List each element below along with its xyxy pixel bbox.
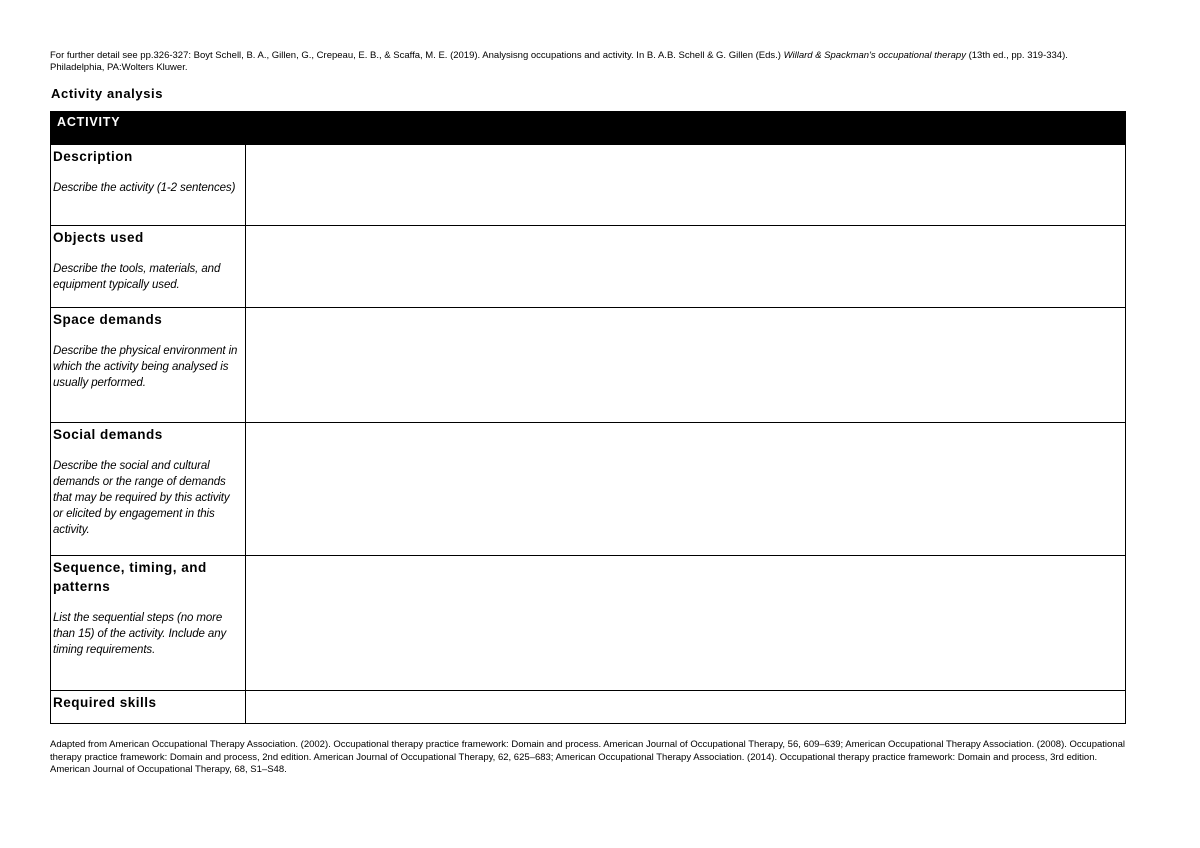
answer-field-social-demands[interactable]	[246, 423, 1126, 556]
section-title: Required skills	[53, 695, 157, 710]
section-description: Describe the social and cultural demands or the range of demands that may be required by this activity or elicited by engagement in this activity.	[53, 460, 230, 536]
row-label-cell	[51, 691, 246, 724]
section-title: Social demands	[53, 427, 163, 442]
citation-book-title: Willard & Spackman's occupational therapy	[783, 50, 966, 61]
section-title: Space demands	[53, 312, 163, 327]
section-title: Objects used	[53, 230, 144, 245]
answer-field-objects-used[interactable]	[246, 226, 1126, 308]
row-label-cell	[51, 308, 246, 423]
citation-suffix: (13th ed., pp. 319-334). Philadelphia, PA:Wolters Kluwer.	[50, 50, 1068, 73]
row-label-cell	[51, 423, 246, 556]
table-row-space-demands	[51, 308, 1126, 423]
table-row-required-skills	[51, 691, 1126, 724]
section-description: Describe the tools, materials, and equipment typically used.	[53, 263, 221, 291]
section-description: Describe the physical environment in which the activity being analysed is usually performed.	[53, 345, 238, 389]
answer-field-description[interactable]	[246, 145, 1126, 226]
table-row-description	[51, 145, 1126, 226]
section-description: Describe the activity (1-2 sentences)	[53, 182, 236, 194]
citation-note	[50, 50, 1125, 74]
section-title: Sequence, timing, and patterns	[53, 560, 207, 594]
row-label-cell	[51, 145, 246, 226]
table-row-sequence-timing-patterns	[51, 556, 1126, 691]
row-label-cell	[51, 556, 246, 691]
table-header-label: ACTIVITY	[57, 115, 121, 129]
document-page	[50, 50, 1125, 786]
answer-field-sequence-timing-patterns[interactable]	[246, 556, 1126, 691]
answer-field-required-skills[interactable]	[246, 691, 1126, 724]
table-row-objects-used	[51, 226, 1126, 308]
table-header-row	[51, 112, 1126, 145]
answer-field-space-demands[interactable]	[246, 308, 1126, 423]
activity-analysis-table	[50, 111, 1126, 724]
row-label-cell	[51, 226, 246, 308]
page-title: Activity analysis	[51, 86, 164, 101]
table-header-cell	[51, 112, 1126, 145]
footer-reference-note: Adapted from American Occupational Therapy Association. (2002). Occupational therapy practice framework: Domain and process. American Journal of Occupational Therapy, 56, 609–639; American Occupational Therapy Association. (2008). Occupational therapy practice framework: Domain and process, 2nd edition. American Journal of Occupational Therapy, 62, 625–683; American Occupational Therapy Association. (2014). Occupational therapy practice framework: Domain and process, 3rd edition. American Journal of Occupational Therapy, 68, S1–S48.	[50, 739, 1125, 775]
table-row-social-demands	[51, 423, 1126, 556]
section-description: List the sequential steps (no more than 15) of the activity. Include any timing requirements.	[53, 612, 227, 656]
section-title: Description	[53, 149, 133, 164]
citation-prefix: For further detail see pp.326-327: Boyt Schell, B. A., Gillen, G., Crepeau, E. B., & Scaffa, M. E. (2019). Analysisng occupations and activity. In B. A.B. Schell & G. Gillen (Eds.)	[50, 50, 784, 61]
